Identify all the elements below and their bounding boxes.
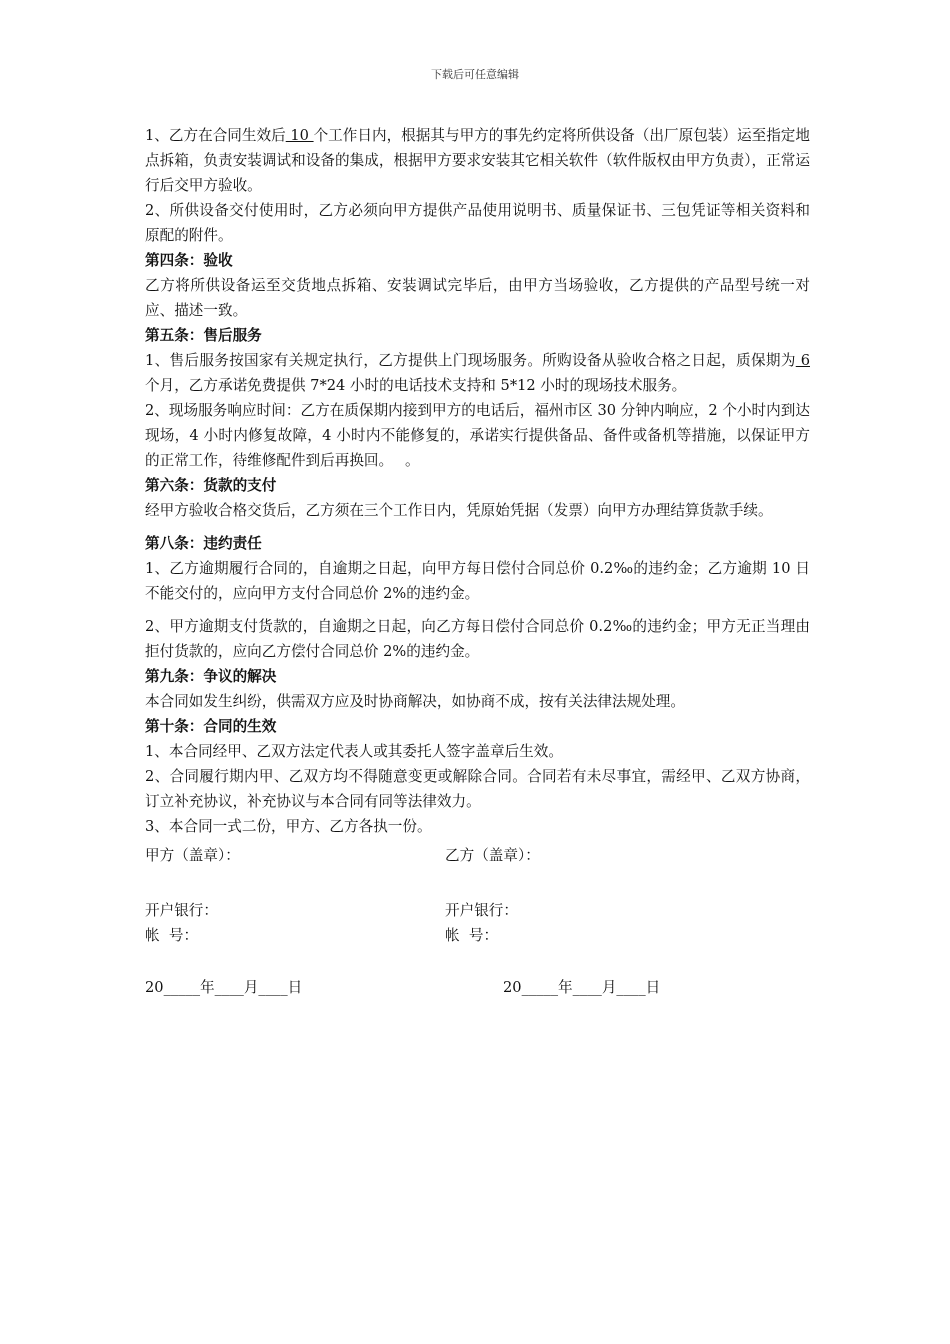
section-title-10: 第十条：合同的生效	[145, 718, 277, 735]
party-b-seal: 乙方（盖章）：	[445, 847, 540, 864]
months-value: 6	[795, 352, 810, 369]
party-b-bank: 开户银行：	[445, 902, 518, 919]
section-title-5: 第五条：售后服务	[145, 327, 262, 344]
clause-text: 个工作日内，根据其与甲方的事先约定将所供设备（出厂原包装）运至指定地点拆箱，负责安装调试和设备的集成，根据甲方要求安装其它相关软件（软件版权由甲方负责），正常运行后交甲方验收。	[145, 127, 810, 194]
clause-3-2: 2、所供设备交付使用时，乙方必须向甲方提供产品使用说明书、质量保证书、三包凭证等相关资料和原配的附件。	[145, 202, 810, 244]
section-title-6: 第六条：货款的支付	[145, 477, 277, 494]
days-value: 10	[285, 127, 314, 144]
party-b-date: 20_____年____月____日	[503, 979, 661, 996]
clause-6-1: 经甲方验收合格交货后，乙方须在三个工作日内，凭原始凭据（发票）向甲方办理结算货款手续。	[145, 502, 773, 519]
clause-5-2: 2、现场服务响应时间：乙方在质保期内接到甲方的电话后，福州市区 30 分钟内响应，2 个小时内到达现场，4 小时内修复故障，4 小时内不能修复的，承诺实行提供备品、备件或备机等措施，以保证甲方的正常工作，待维修配件到后再换回。 。	[145, 402, 810, 469]
clause-10-1: 1、本合同经甲、乙双方法定代表人或其委托人签字盖章后生效。	[145, 743, 563, 760]
party-a-seal: 甲方（盖章）：	[145, 847, 240, 864]
clause-8-1: 1、乙方逾期履行合同的，自逾期之日起，向甲方每日偿付合同总价 0.2‰的违约金；乙方逾期 10 日不能交付的，应向甲方支付合同总价 2%的违约金。	[145, 560, 810, 602]
page-header: 下载后可任意编辑	[431, 68, 519, 81]
date-row	[145, 975, 810, 1000]
clause-text: 1、售后服务按国家有关规定执行，乙方提供上门现场服务。所购设备从验收合格之日起，质保期为	[145, 352, 796, 369]
party-a-account: 帐 号：	[145, 927, 199, 944]
clause-5-1	[145, 348, 810, 398]
section-title-4: 第四条：验收	[145, 252, 233, 269]
party-b-account: 帐 号：	[445, 927, 499, 944]
clause-8-2: 2、甲方逾期支付货款的，自逾期之日起，向乙方每日偿付合同总价 0.2‰的违约金；甲方无正当理由拒付货款的，应向乙方偿付合同总价 2%的违约金。	[145, 618, 810, 660]
bank-row	[145, 898, 810, 923]
clause-10-3: 3、本合同一式二份，甲方、乙方各执一份。	[145, 818, 432, 835]
party-a-date: 20_____年____月____日	[145, 979, 303, 996]
clause-9-1: 本合同如发生纠纷，供需双方应及时协商解决，如协商不成，按有关法律法规处理。	[145, 693, 685, 710]
section-title-8: 第八条：违约责任	[145, 535, 262, 552]
section-title-9: 第九条：争议的解决	[145, 668, 277, 685]
clause-3-1	[145, 123, 810, 198]
account-row	[145, 923, 810, 948]
clause-4-1: 乙方将所供设备运至交货地点拆箱、安装调试完毕后，由甲方当场验收，乙方提供的产品型号统一对应、描述一致。	[145, 277, 810, 319]
clause-text: 个月，乙方承诺免费提供 7*24 小时的电话技术支持和 5*12 小时的现场技术服务。	[145, 377, 687, 394]
party-a-bank: 开户银行：	[145, 902, 218, 919]
clause-10-2: 2、合同履行期内甲、乙双方均不得随意变更或解除合同。合同若有未尽事宜，需经甲、乙双方协商，订立补充协议，补充协议与本合同有同等法律效力。	[145, 768, 810, 810]
contract-body	[145, 123, 810, 1000]
clause-text: 1、乙方在合同生效后	[145, 127, 286, 144]
seal-row	[145, 843, 810, 868]
